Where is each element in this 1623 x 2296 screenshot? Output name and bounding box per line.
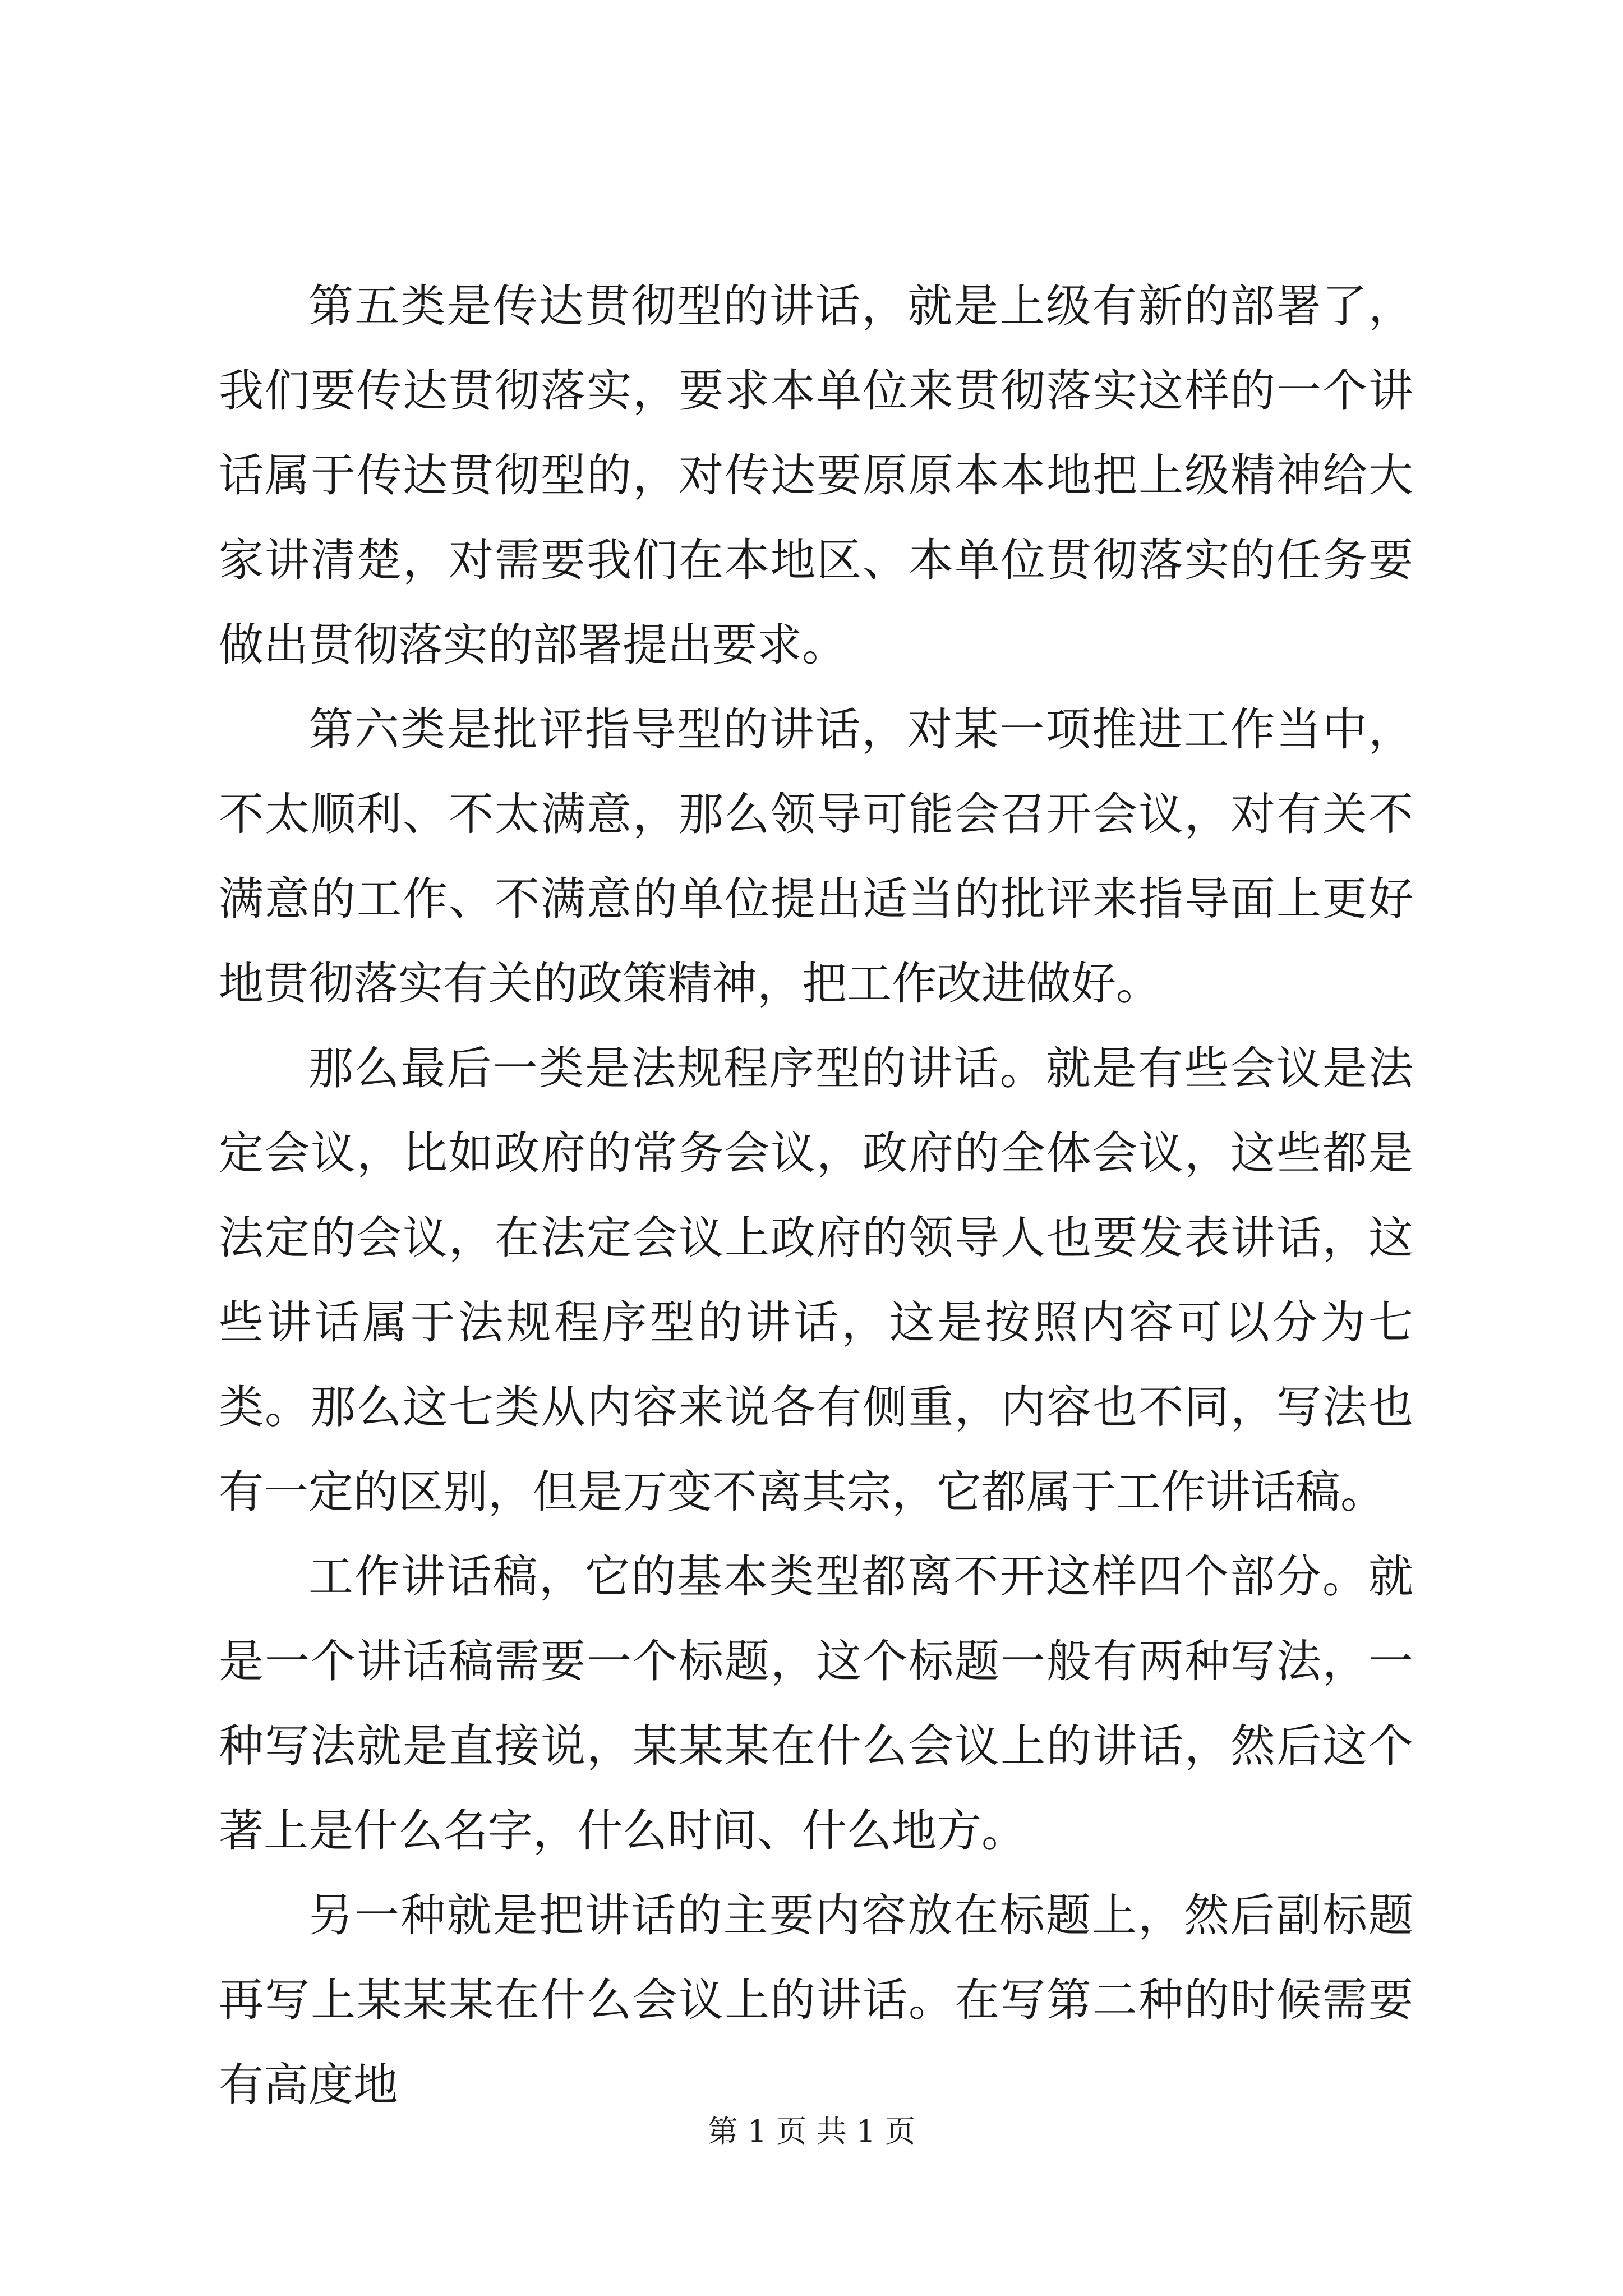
paragraph-5: 另一种就是把讲话的主要内容放在标题上，然后副标题再写上某某某在什么会议上的讲话。在写第二种的时候需要有高度地 xyxy=(219,1889,1413,2111)
paragraph-3: 那么最后一类是法规程序型的讲话。就是有些会议是法定会议，比如政府的常务会议，政府的全体会议，这些都是法定的会议，在法定会议上政府的领导人也要发表讲话，这些讲话属于法规程序型的讲话，这是按照内容可以分为七类。那么这七类从内容来说各有侧重，内容也不同，写法也有一定的区别，但是万变不离其宗，它都属于工作讲话稿。 xyxy=(219,1042,1413,1518)
document-body xyxy=(219,264,1413,2127)
page-footer xyxy=(0,2112,1623,2151)
paragraph-1: 第五类是传达贯彻型的讲话，就是上级有新的部署了，我们要传达贯彻落实，要求本单位来贯彻落实这样的一个讲话属于传达贯彻型的，对传达要原原本本地把上级精神给大家讲清楚，对需要我们在本地区、本单位贯彻落实的任务要做出贯彻落实的部署提出要求。 xyxy=(219,280,1413,671)
paragraph-4: 工作讲话稿，它的基本类型都离不开这样四个部分。就是一个讲话稿需要一个标题，这个标题一般有两种写法，一种写法就是直接说，某某某在什么会议上的讲话，然后这个著上是什么名字，什么时间、什么地方。 xyxy=(219,1550,1413,1857)
page-number: 第 1 页 共 1 页 xyxy=(707,2114,916,2149)
paragraph-2: 第六类是批评指导型的讲话，对某一项推进工作当中，不太顺利、不太满意，那么领导可能会召开会议，对有关不满意的工作、不满意的单位提出适当的批评来指导面上更好地贯彻落实有关的政策精神，把工作改进做好。 xyxy=(219,703,1413,1010)
